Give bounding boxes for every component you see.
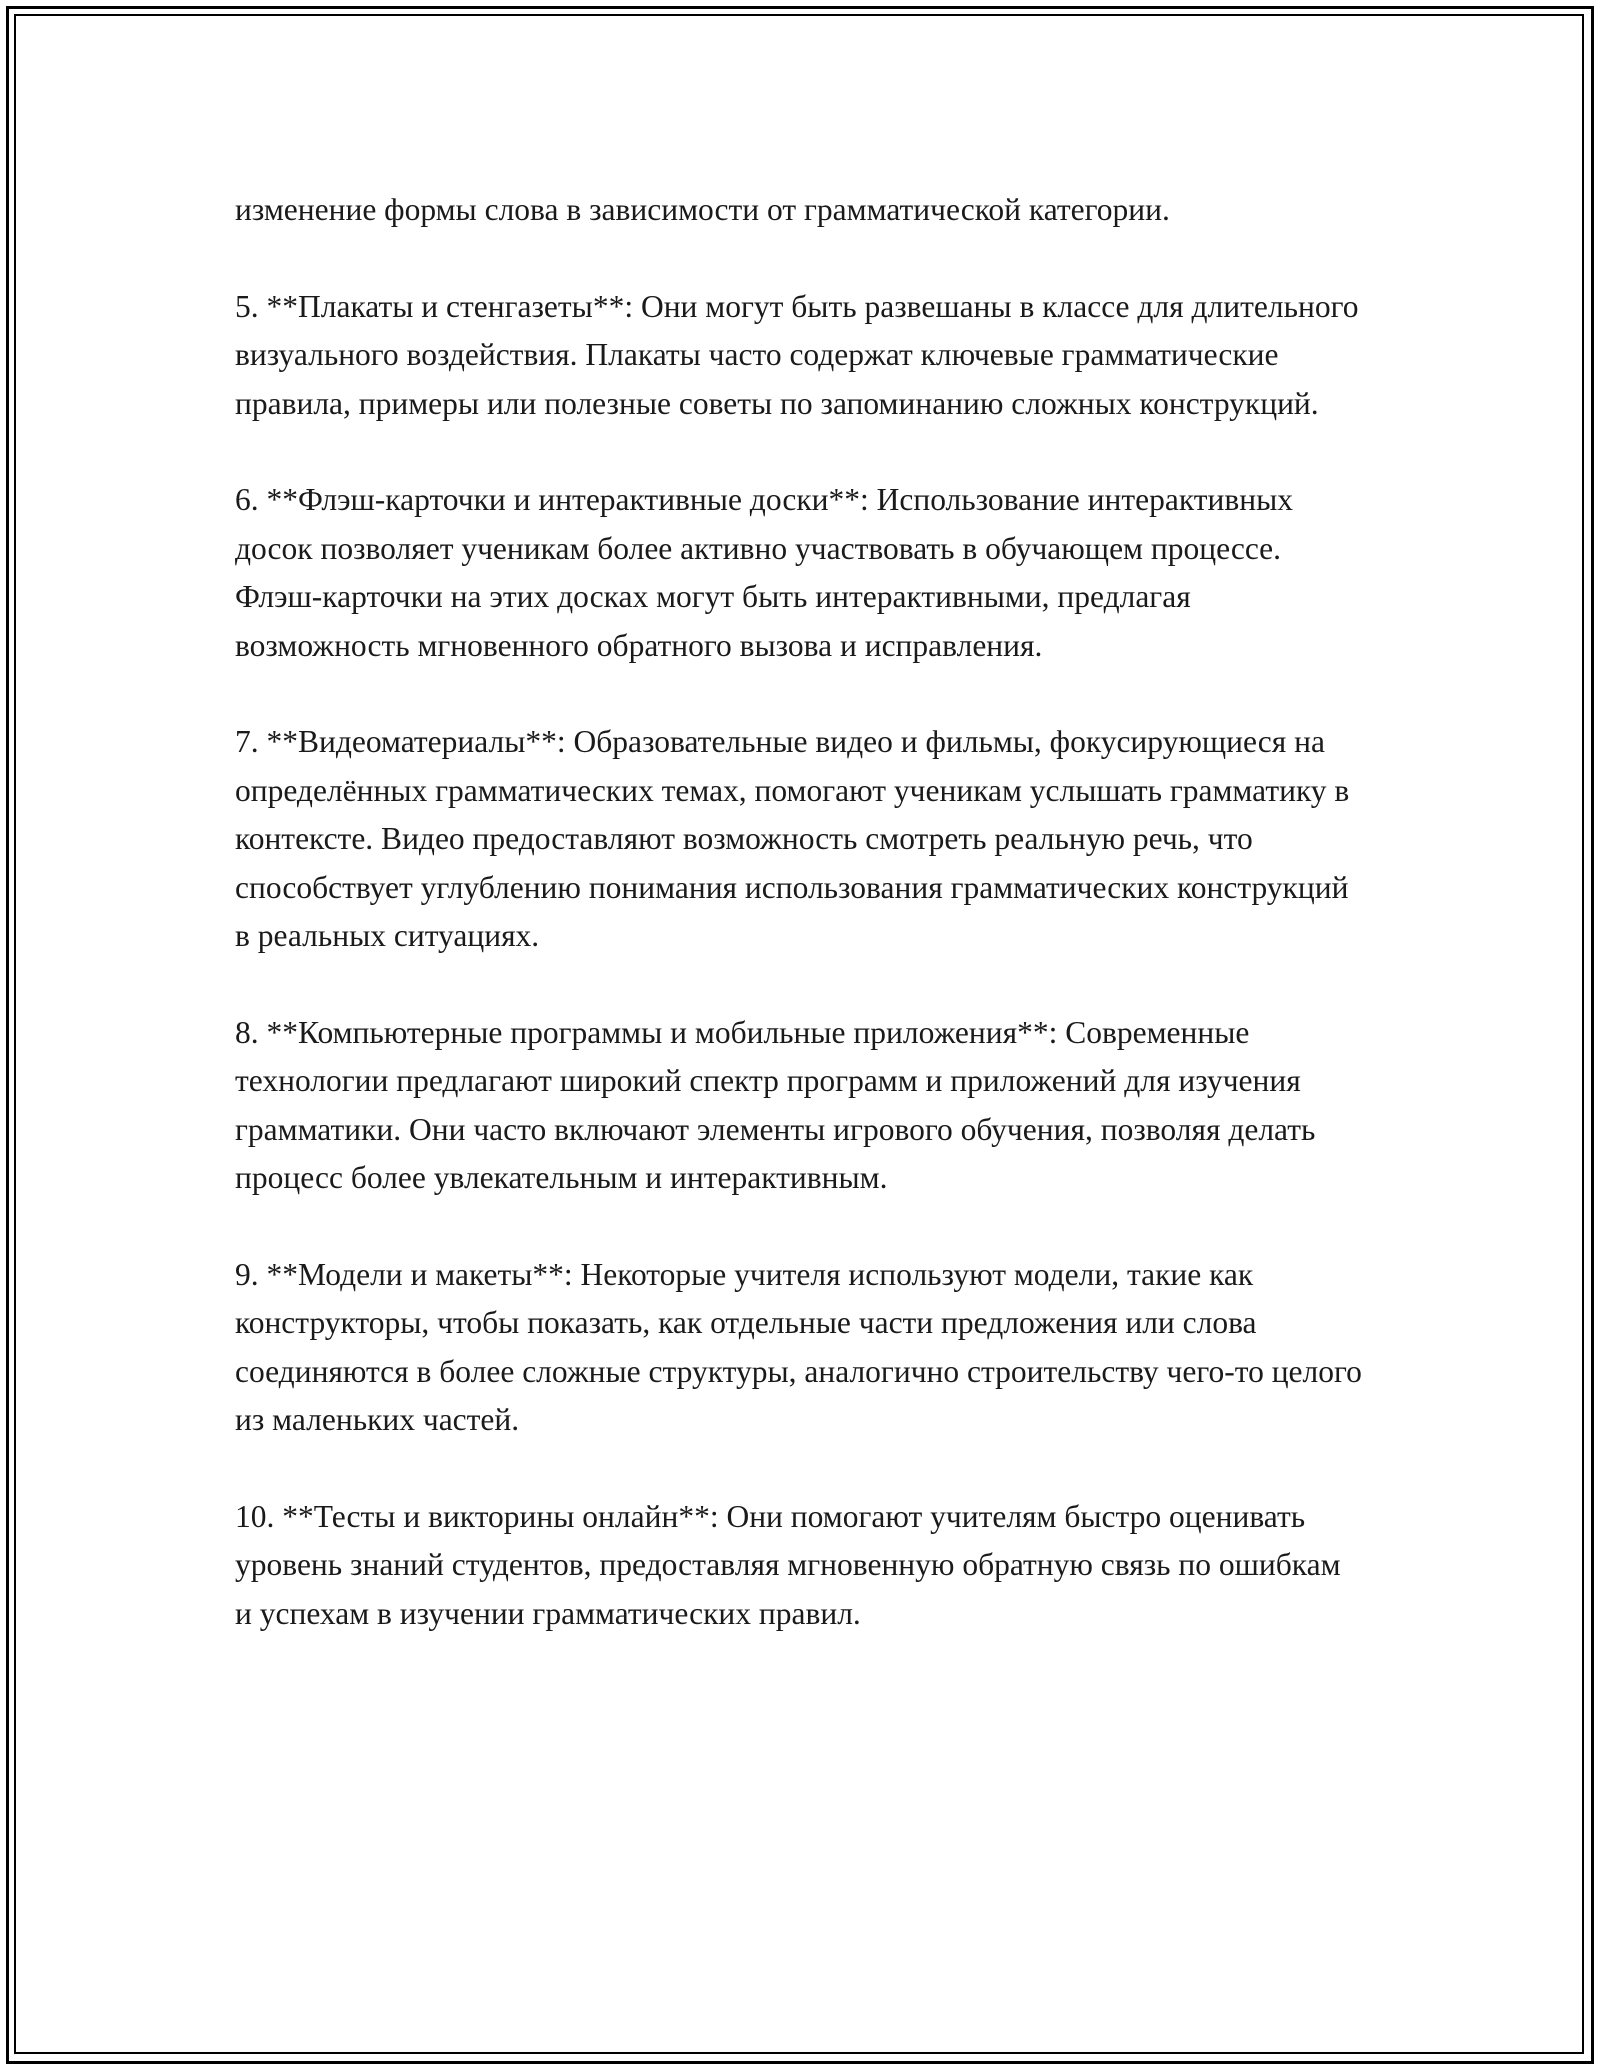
document-body: [235, 186, 1365, 1638]
paragraph-continuation: изменение формы слова в зависимости от грамматической категории.: [235, 192, 1170, 227]
list-item-10: 10. **Тесты и викторины онлайн**: Они помогают учителям быстро оценивать уровень знаний студентов, предоставляя мгновенную обратную связь по ошибкам и успехам в изучении грамматических правил.: [235, 1498, 1341, 1631]
list-item-7: 7. **Видеоматериалы**: Образовательные видео и фильмы, фокусирующиеся на определённых грамматических темах, помогают ученикам услышать грамматику в контексте. Видео предоставляют возможность смотреть реальную речь, что способствует углублению понимания использования грамматических конструкций в реальных ситуациях.: [235, 724, 1350, 954]
list-item-5: 5. **Плакаты и стенгазеты**: Они могут быть развешаны в классе для длительного визуального воздействия. Плакаты часто содержат ключевые грамматические правила, примеры или полезные советы по запоминанию сложных конструкций.: [235, 288, 1359, 421]
list-item-8: 8. **Компьютерные программы и мобильные приложения**: Современные технологии предлагают широкий спектр программ и приложений для изучения грамматики. Они часто включают элементы игрового обучения, позволяя делать процесс более увлекательным и интерактивным.: [235, 1014, 1316, 1196]
list-item-9: 9. **Модели и макеты**: Некоторые учителя используют модели, такие как конструкторы, чтобы показать, как отдельные части предложения или слова соединяются в более сложные структуры, аналогично строительству чего-то целого из маленьких частей.: [235, 1256, 1362, 1438]
list-item-6: 6. **Флэш-карточки и интерактивные доски**: Использование интерактивных досок позволяет ученикам более активно участвовать в обучающем процессе. Флэш-карточки на этих досках могут быть интерактивными, предлагая возможность мгновенного обратного вызова и исправления.: [235, 482, 1294, 663]
